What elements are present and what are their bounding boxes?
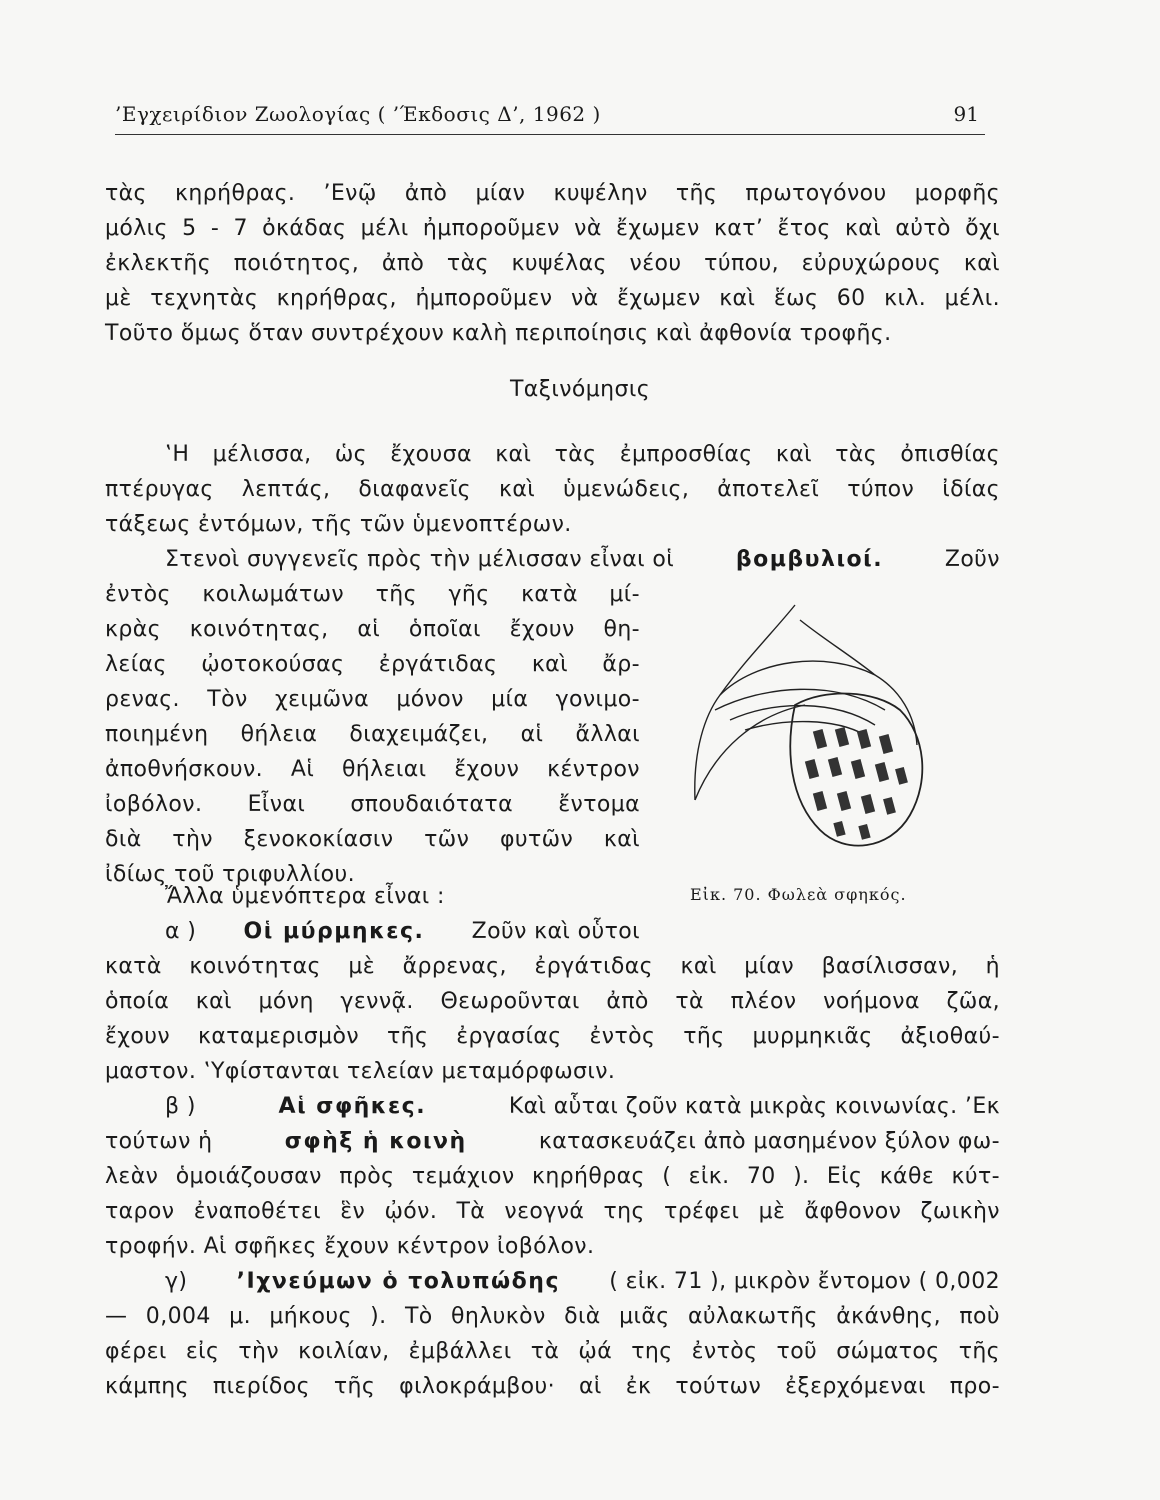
paragraph-2-line: πτέρυγας λεπτάς, διαφανεῖς καὶ ὑμενώδεις, ἀποτελεῖ τύπον ἰδίας — [105, 477, 1000, 502]
wasps-line: τροφήν. Αἱ σφῆκες ἔχουν κέντρον ἰοβόλον. — [105, 1234, 595, 1259]
bumblebee-line: ἐντὸς κοιλωμάτων τῆς γῆς κατὰ μί- — [105, 582, 640, 607]
ichneumon-line: κάμπης πιερίδος τῆς φιλοκράμβου· αἱ ἐκ τούτων ἐξερχόμεναι προ- — [105, 1374, 1000, 1399]
paragraph-1-line: Τοῦτο ὅμως ὅταν συντρέχουν καλὴ περιποίησις καὶ ἀφθονία τροφῆς. — [105, 321, 892, 346]
figure-caption: Εἰκ. 70. Φωλεὰ σφηκός. — [690, 885, 907, 904]
list-marker-b: β ) — [165, 1094, 196, 1119]
paragraph-1-line: ἐκλεκτῆς ποιότητος, ἀπὸ τὰς κυψέλας νέου τύπου, εὐρυχώρους καὶ — [105, 251, 1000, 276]
term-bumblebees: βομβυλιοί. — [735, 547, 884, 572]
paragraph-1-line: μὲ τεχνητὰς κηρήθρας, ἠμποροῦμεν νὰ ἔχωμεν καὶ ἕως 60 κιλ. μέλι. — [105, 286, 1000, 311]
ants-first-line — [165, 915, 640, 949]
bumblebee-line: ἰοβόλον. Εἶναι σπουδαιότατα ἔντομα — [105, 792, 640, 817]
running-header — [115, 100, 985, 135]
wasps-text: τούτων ἡ — [105, 1129, 213, 1154]
wasps-text: κατασκευάζει ἀπὸ μασημένον ξύλον φω- — [538, 1129, 1000, 1154]
bumblebee-line: ἰδίως τοῦ τριφυλλίου. — [105, 862, 356, 887]
wasp-nest-illustration — [685, 600, 945, 865]
bumblebee-line: κρὰς κοινότητας, αἱ ὁποῖαι ἔχουν θη- — [105, 617, 640, 642]
paragraph-2-line: ‛Η μέλισσα, ὡς ἔχουσα καὶ τὰς ἐμπροσθίας καὶ τὰς ὀπισθίας — [165, 442, 1000, 467]
term-ichneumon: ’Ιχνεύμων ὁ τολυπώδης — [236, 1269, 560, 1294]
list-marker-c: γ) — [165, 1269, 188, 1294]
bumblebee-first-line — [165, 543, 1000, 577]
wasps-first-line — [165, 1090, 1000, 1124]
ichneumon-line: φέρει εἰς τὴν κοιλίαν, ἐμβάλλει τὰ ᾠά της ἐντὸς τοῦ σώματος τῆς — [105, 1339, 1000, 1364]
term-ants: Οἱ μύρμηκες. — [243, 919, 425, 944]
ants-line: ὁποία καὶ μόνη γεννᾷ. Θεωροῦνται ἀπὸ τὰ πλέον νοήμονα ζῶα, — [105, 989, 1000, 1014]
wasps-line: ταρον ἐναποθέτει ἓν ᾠόν. Τὰ νεογνά της τρέφει μὲ ἄφθονον ζωικὴν — [105, 1199, 1000, 1224]
ants-line: κατὰ κοινότητας μὲ ἄρρενας, ἐργάτιδας καὶ μίαν βασίλισσαν, ἡ — [105, 954, 1000, 979]
other-hymenoptera-intro: Ἄλλα ὑμενόπτερα εἶναι : — [165, 884, 445, 909]
bumblebee-line: διὰ τὴν ξενοκοκίασιν τῶν φυτῶν καὶ — [105, 827, 640, 852]
bumblebee-text: Στενοὶ συγγενεῖς πρὸς τὴν μέλισσαν εἶναι οἱ — [165, 547, 675, 572]
bumblebee-line: λείας ᾠοτοκούσας ἐργάτιδας καὶ ἄρ- — [105, 652, 640, 677]
ants-text: Ζοῦν καὶ οὗτοι — [471, 919, 640, 944]
wasps-line: λεὰν ὁμοιάζουσαν πρὸς τεμάχιον κηρήθρας ( εἰκ. 70 ). Εἰς κάθε κύτ- — [105, 1164, 1000, 1189]
paragraph-2-line: τάξεως ἐντόμων, τῆς τῶν ὑμενοπτέρων. — [105, 512, 572, 537]
paragraph-1-line: τὰς κηρήθρας. ’Ενῷ ἀπὸ μίαν κυψέλην τῆς πρωτογόνου μορφῆς — [105, 181, 1000, 206]
bumblebee-text: Ζοῦν — [944, 547, 1000, 572]
section-title: Ταξινόμησις — [509, 377, 651, 402]
ichneumon-line: — 0,004 μ. μήκους ). Τὸ θηλυκὸν διὰ μιᾶς αὐλακωτῆς ἀκάνθης, ποὺ — [105, 1304, 1000, 1329]
term-common-wasp: σφὴξ ἡ κοινὴ — [284, 1129, 467, 1154]
ichneumon-text: ( εἰκ. 71 ), μικρὸν ἔντομον ( 0,002 — [609, 1269, 1000, 1294]
ants-line: μαστον. ‛Υφίστανται τελείαν μεταμόρφωσιν. — [105, 1059, 616, 1084]
book-title: ’Εγχειρίδιον Ζωολογίας ( ’Έκδοσις Δ’, 1962 ) — [115, 102, 601, 126]
page-number: 91 — [953, 102, 979, 126]
wasps-text: Καὶ αὗται ζοῦν κατὰ μικρὰς κοινωνίας. ’Εκ — [508, 1094, 1000, 1119]
ants-line: ἔχουν καταμερισμὸν τῆς ἐργασίας ἐντὸς τῆς μυρμηκιᾶς ἀξιοθαύ- — [105, 1024, 1000, 1049]
ichneumon-first-line — [165, 1265, 1000, 1299]
list-marker-a: α ) — [165, 919, 197, 944]
wasps-line-2 — [105, 1125, 1000, 1159]
term-wasps: Αἱ σφῆκες. — [278, 1094, 427, 1119]
bumblebee-line: ἀποθνήσκουν. Αἱ θήλειαι ἔχουν κέντρον — [105, 757, 640, 782]
paragraph-1-line: μόλις 5 - 7 ὀκάδας μέλι ἠμποροῦμεν νὰ ἔχωμεν κατ’ ἔτος καὶ αὐτὸ ὄχι — [105, 216, 1000, 241]
bumblebee-line: ποιημένη θήλεια διαχειμάζει, αἱ ἄλλαι — [105, 722, 640, 747]
bumblebee-line: ρενας. Τὸν χειμῶνα μόνον μία γονιμο- — [105, 687, 640, 712]
